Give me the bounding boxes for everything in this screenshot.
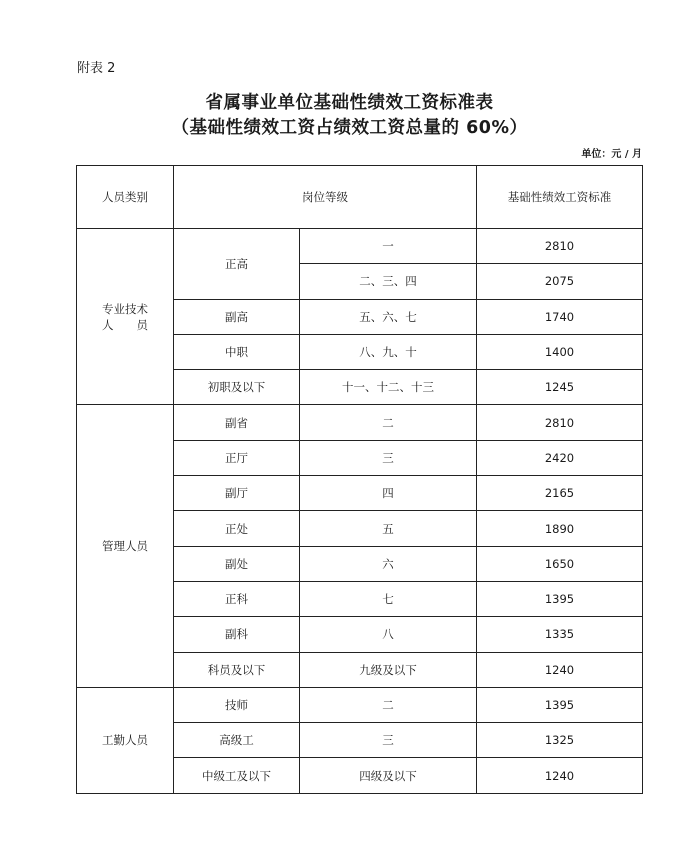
amount-cell: 1240 [477,758,643,793]
table-row [77,229,643,264]
level-cell: 二 [300,687,477,722]
level-cell: 四 [300,476,477,511]
level-cell: 三 [300,723,477,758]
amount-cell: 2165 [477,476,643,511]
amount-cell: 2075 [477,264,643,299]
level-cell: 八、九、十 [300,334,477,369]
amount-cell: 1335 [477,617,643,652]
page-subtitle: （基础性绩效工资占绩效工资总量的 60%） [171,118,528,138]
post-cell: 副处 [174,546,300,581]
level-cell: 七 [300,581,477,616]
post-cell: 副省 [174,405,300,440]
level-cell: 五 [300,511,477,546]
post-cell: 副高 [174,299,300,334]
post-cell: 中级工及以下 [174,758,300,793]
category-professional [77,229,174,405]
amount-cell: 1740 [477,299,643,334]
category-professional-line2: 人 员 [102,317,148,332]
category-professional-line1: 专业技术 [102,301,148,316]
level-cell: 二、三、四 [300,264,477,299]
header-category: 人员类别 [77,166,174,229]
page-title: 省属事业单位基础性绩效工资标准表 [205,93,494,113]
level-cell: 三 [300,440,477,475]
category-management: 管理人员 [77,405,174,687]
amount-cell: 1395 [477,581,643,616]
amount-cell: 1395 [477,687,643,722]
level-cell: 九级及以下 [300,652,477,687]
level-cell: 一 [300,229,477,264]
level-cell: 六 [300,546,477,581]
amount-cell: 1245 [477,370,643,405]
header-standard: 基础性绩效工资标准 [477,166,643,229]
amount-cell: 1650 [477,546,643,581]
amount-cell: 2420 [477,440,643,475]
post-cell: 副科 [174,617,300,652]
header-row [77,166,643,229]
amount-cell: 1890 [477,511,643,546]
level-cell: 八 [300,617,477,652]
post-cell: 正高 [174,229,300,300]
table-row [77,405,643,440]
header-grade: 岗位等级 [174,166,477,229]
post-cell: 副厅 [174,476,300,511]
post-cell: 初职及以下 [174,370,300,405]
post-cell: 科员及以下 [174,652,300,687]
post-cell: 正处 [174,511,300,546]
post-cell: 正科 [174,581,300,616]
level-cell: 二 [300,405,477,440]
amount-cell: 2810 [477,229,643,264]
amount-cell: 1240 [477,652,643,687]
salary-standard-table [76,165,643,794]
category-workers: 工勤人员 [77,687,174,793]
post-cell: 正厅 [174,440,300,475]
table-row [77,687,643,722]
level-cell: 五、六、七 [300,299,477,334]
amount-cell: 1400 [477,334,643,369]
amount-cell: 2810 [477,405,643,440]
attachment-label: 附表 2 [77,61,116,76]
amount-cell: 1325 [477,723,643,758]
post-cell: 技师 [174,687,300,722]
unit-note: 单位：元 / 月 [581,149,642,160]
post-cell: 高级工 [174,723,300,758]
level-cell: 四级及以下 [300,758,477,793]
level-cell: 十一、十二、十三 [300,370,477,405]
post-cell: 中职 [174,334,300,369]
